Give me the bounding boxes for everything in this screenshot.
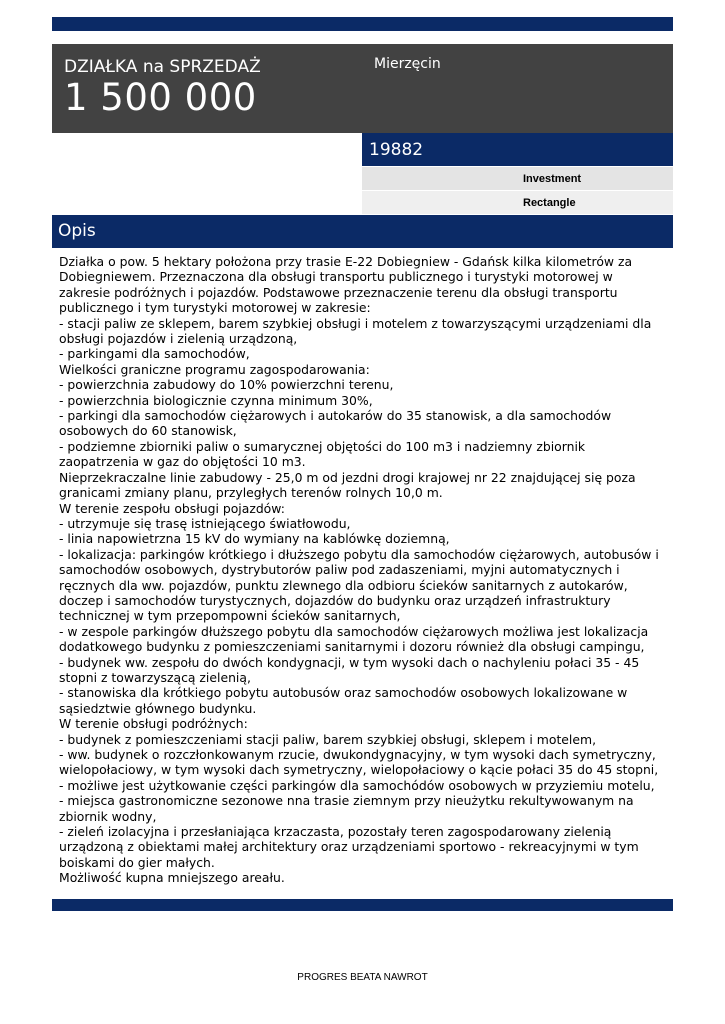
reference-number: 19882 <box>369 140 424 160</box>
offer-type: DZIAŁKA na SPRZEDAŻ <box>64 57 261 77</box>
footer-agency-name: PROGRES BEATA NAWROT <box>297 972 428 983</box>
top-divider-bar <box>52 17 673 31</box>
listing-header <box>52 44 673 133</box>
attribute-value: Rectangle <box>523 197 576 209</box>
attribute-row <box>362 191 673 214</box>
location: Mierzęcin <box>374 56 441 72</box>
attribute-row <box>362 167 673 190</box>
description-section-header <box>52 215 673 248</box>
section-title: Opis <box>58 221 96 241</box>
description-text: Działka o pow. 5 hektary położona przy trasie E-22 Dobiegniew - Gdańsk kilka kilometrów za Dobiegniewem. Przeznaczona dla obsługi transportu publicznego i turystyki motorowej w zakresie podróżnych i pojazdów. Podstawowe przeznaczenie terenu dla obsługi transportu publicznego i tym turystyki motorowej w zakresie: - stacji paliw ze sklepem, barem szybkiej obsługi i motelem z towarzyszącymi urządzeniami dla obsługi pojazdów i zielenią urządzoną, - parkingami dla samochodów, Wielkości graniczne programu zagospodarowania: - powierzchnia zabudowy do 10% powierzchni terenu, - powierzchnia biologicznie czynna minimum 30%, - parkingi dla samochodów ciężarowych i autokarów do 35 stanowisk, a dla samochodów osobowych do 60 stanowisk, - podziemne zbiorniki paliw o sumarycznej objętości do 100 m3 i nadziemny zbiornik zaopatrzenia w gaz do objętości 10 m3. Nieprzekraczalne linie zabudowy - 25,0 m od jezdni drogi krajowej nr 22 znajdującej się poza granicami zmiany planu, przyległych terenów rolnych 10,0 m. W terenie zespołu obsługi pojazdów: - utrzymuje się trasę istniejącego światłowodu, - linia napowietrzna 15 kV do wymiany na kablówkę doziemną, - lokalizacja: parkingów krótkiego i dłuższego pobytu dla samochodów ciężarowych, autobusów i samochodów osobowych, dystrybutorów paliw pod zadaszeniami, myjni automatycznych i ręcznych dla ww. pojazdów, punktu zlewnego dla odbioru ścieków sanitarnych z autokarów, doczep i samochodów turystycznych, dojazdów do budynku oraz urządzeń infrastruktury technicznej w tym przepompowni ścieków sanitarnych, - w zespole parkingów dłuższego pobytu dla samochodów ciężarowych możliwa jest lokalizacja dodatkowego budynku z pomieszczeniami sanitarnymi i dozoru również dla obsługi campingu, - budynek ww. zespołu do dwóch kondygnacji, w tym wysoki dach o nachyleniu połaci 35 - 45 stopni z towarzyszącą zielenią, - stanowiska dla krótkiego pobytu autobusów oraz samochodów osobowych lokalizowane w sąsiedztwie głównego budynku. W terenie obsługi podróżnych: - budynek z pomieszczeniami stacji paliw, barem szybkiej obsługi, sklepem i motelem, - ww. budynek o rozczłonkowanym rzucie, dwukondygnacyjny, w tym wysoki dach symetryczny, wielopołaciowy, w tym wysoki dach symetryczny, wielopołaciowy o kącie połaci 35 do 45 stopni, - możliwe jest użytkowanie części parkingów dla samochódów osobowych w przyziemiu motelu, - miejsca gastronomiczne sezonowe nna trasie ziemnym przy nieużytku rekultywowanym na zbiornik wodny, - zieleń izolacyjna i przesłaniająca krzaczasta, pozostały teren zagospodarowany zielenią urządzoną z obiektami małej architektury oraz urządzeniami sportowo - rekreacyjnymi w tym boiskami do gier małych. Możliwość kupna mniejszego areału. <box>59 254 659 886</box>
bottom-divider-bar <box>52 899 673 911</box>
reference-number-box <box>362 133 673 166</box>
attribute-value: Investment <box>523 173 582 185</box>
price: 1 500 000 <box>64 76 257 119</box>
